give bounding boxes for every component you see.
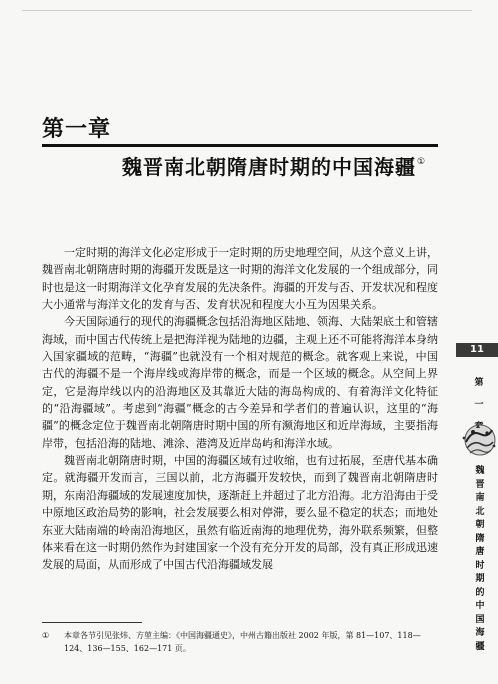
chapter-title	[122, 151, 426, 180]
body-text	[42, 244, 438, 574]
side-running-title	[473, 465, 487, 654]
side-title-char: 国	[475, 614, 485, 625]
chapter-label: 第一章	[42, 117, 112, 142]
side-title-char: 的	[475, 587, 485, 598]
paragraph-3: 魏晋南北朝隋唐时期，中国的海疆区域有过收缩，也有过拓展，至唐代基本确定。就海疆开发而言，三国以前，北方海疆开发较快，而到了魏晋南北朝隋唐时期，东南沿海疆域的发展速度加快，逐渐赶上并超过了北方沿海。北方沿海由于受中原地区政治局势的影响，社会发展要么相对停滞，要么显不稳定的状态；而地处东亚大陆南端的岭南沿海地区，虽然有临近南海的地理优势，海外联系频繁，但整体来看在这一时期仍然作为封建国家一个没有充分开发的局部，没有真正形成迅速发展的局面，从而形成了中国古代沿海疆域发展	[42, 454, 438, 572]
side-title-char: 南	[475, 493, 485, 503]
side-title-char: 晋	[475, 479, 485, 490]
wave-ornament-icon	[458, 420, 498, 462]
chapter-title-text: 魏晋南北朝隋唐时期的中国海疆	[122, 155, 416, 179]
paragraph-2: 今天国际通行的现代的海疆概念包括沿海地区陆地、领海、大陆架底土和管辖海域，而中国古代传统上是把海洋视为陆地的边疆，主观上还不可能将海洋本身纳入国家疆域的范畴，“海疆”也就没有一个相对规范的概念。就客观上来说，中国古代的海疆不是一个海岸线或海岸带的概念，而是一个区域的概念。从空间上界定，它是海岸线以内的沿海地区及其靠近大陆的海岛构成的、有着海洋文化特征的“沿海疆域”。考虑到“海疆”概念的古今差异和学者们的普遍认识，这里的“海疆”的概念定位于魏晋南北朝隋唐时期中国的所有濒海地区和近岸海域，主要指海岸带，包括沿海的陆地、滩涂、港湾及近岸岛屿和海洋水域。	[42, 315, 438, 450]
side-title-char: 魏	[475, 466, 485, 476]
top-rule	[22, 10, 472, 11]
side-title-char: 朝	[475, 520, 485, 530]
side-title-char: 中	[475, 601, 485, 611]
paragraph-1: 一定时期的海洋文化必定形成于一定时期的历史地理空间，从这个意义上讲，魏晋南北朝隋唐时期的海疆开发既是这一时期的海洋文化发展的一个组成部分，同时也是这一时期海洋文化孕育发展的先决条件。海疆的开发与否、开发状况和程度大小通常与海洋文化的发育与否、发育状况和程度大小互为因果关系。	[42, 246, 438, 312]
side-title-char: 唐	[475, 547, 485, 557]
side-title-char: 隋	[475, 533, 485, 544]
side-title-char: 海	[475, 628, 485, 638]
footnote	[42, 629, 438, 655]
side-title-char: 北	[475, 506, 485, 517]
footnote-mark: ①	[42, 631, 50, 640]
chapter-heading-rule	[42, 144, 438, 147]
footnote-text: 本章各节引见张炜、方堃主编：《中国海疆通史》，中州古籍出版社 2002 年版，第 81—107、118—124、136—155、162—171 页。	[64, 631, 421, 653]
side-chapter-char: 一	[474, 400, 484, 410]
footnote-reference[interactable]: ①	[417, 157, 427, 167]
page-number: 11	[456, 343, 498, 357]
side-title-char: 疆	[475, 641, 485, 652]
footnote-rule	[42, 622, 142, 623]
side-chapter-char: 第	[474, 378, 484, 388]
side-title-char: 时	[475, 560, 485, 571]
side-title-char: 期	[475, 574, 485, 584]
